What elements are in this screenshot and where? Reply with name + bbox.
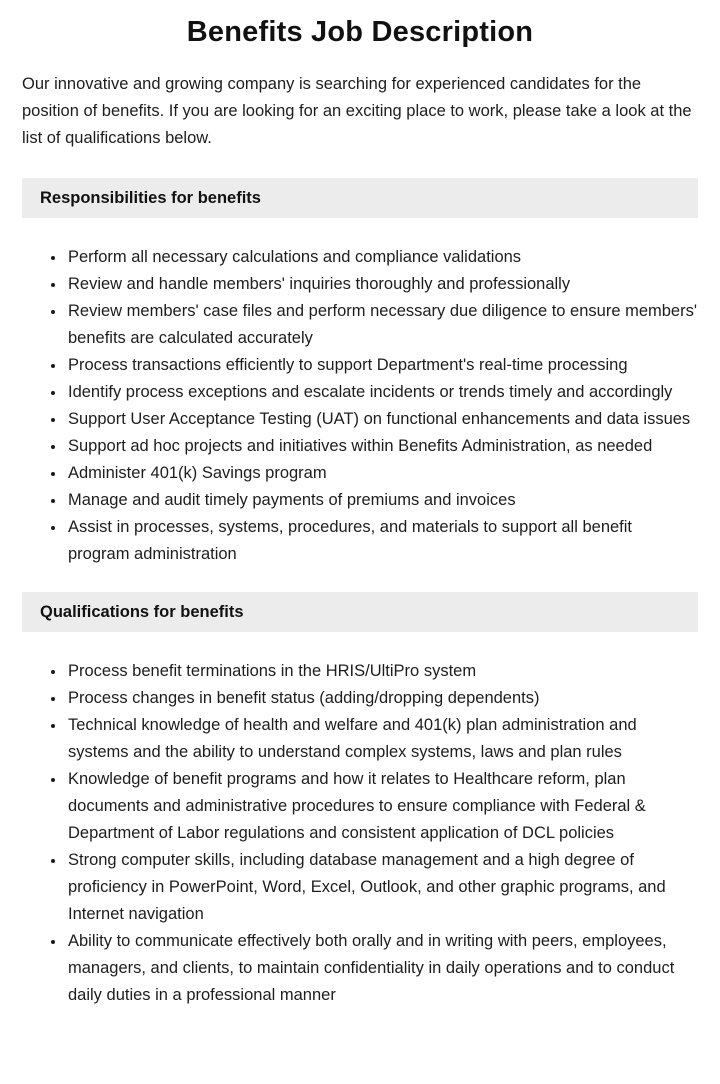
responsibilities-list — [22, 244, 698, 568]
list-item: • Administer 401(k) Savings program — [66, 460, 698, 487]
list-item: • Identify process exceptions and escalate incidents or trends timely and accordingly — [66, 379, 698, 406]
qualifications-section — [22, 592, 698, 1009]
qualifications-section-header: Qualifications for benefits — [22, 592, 698, 632]
responsibilities-section — [22, 178, 698, 568]
qualifications-list — [22, 658, 698, 1009]
list-item: • Support User Acceptance Testing (UAT) on functional enhancements and data issues — [66, 406, 698, 433]
list-item: • Knowledge of benefit programs and how it relates to Healthcare reform, plan documents and administrative procedures to ensure compliance with Federal & Department of Labor regulations and consistent application of DCL policies — [66, 766, 698, 847]
list-item: • Ability to communicate effectively both orally and in writing with peers, employees, managers, and clients, to maintain confidentiality in daily operations and to conduct daily duties in a professional manner — [66, 928, 698, 1009]
list-item: • Review and handle members' inquiries thoroughly and professionally — [66, 271, 698, 298]
list-item: • Strong computer skills, including database management and a high degree of proficiency in PowerPoint, Word, Excel, Outlook, and other graphic programs, and Internet navigation — [66, 847, 698, 928]
list-item: • Support ad hoc projects and initiatives within Benefits Administration, as needed — [66, 433, 698, 460]
list-item: • Assist in processes, systems, procedures, and materials to support all benefit program administration — [66, 514, 698, 568]
responsibilities-section-header: Responsibilities for benefits — [22, 178, 698, 218]
list-item: • Manage and audit timely payments of premiums and invoices — [66, 487, 698, 514]
list-item: • Process benefit terminations in the HRIS/UltiPro system — [66, 658, 698, 685]
page-title: Benefits Job Description — [186, 16, 534, 48]
list-item: • Perform all necessary calculations and compliance validations — [66, 244, 698, 271]
list-item: • Review members' case files and perform necessary due diligence to ensure members' benefits are calculated accurately — [66, 298, 698, 352]
intro-paragraph: Our innovative and growing company is searching for experienced candidates for the position of benefits. If you are looking for an exciting place to work, please take a look at the list of qualifications below. — [22, 75, 692, 147]
list-item: • Process transactions efficiently to support Department's real-time processing — [66, 352, 698, 379]
list-item: • Process changes in benefit status (adding/dropping dependents) — [66, 685, 698, 712]
list-item: • Technical knowledge of health and welfare and 401(k) plan administration and systems and the ability to understand complex systems, laws and plan rules — [66, 712, 698, 766]
